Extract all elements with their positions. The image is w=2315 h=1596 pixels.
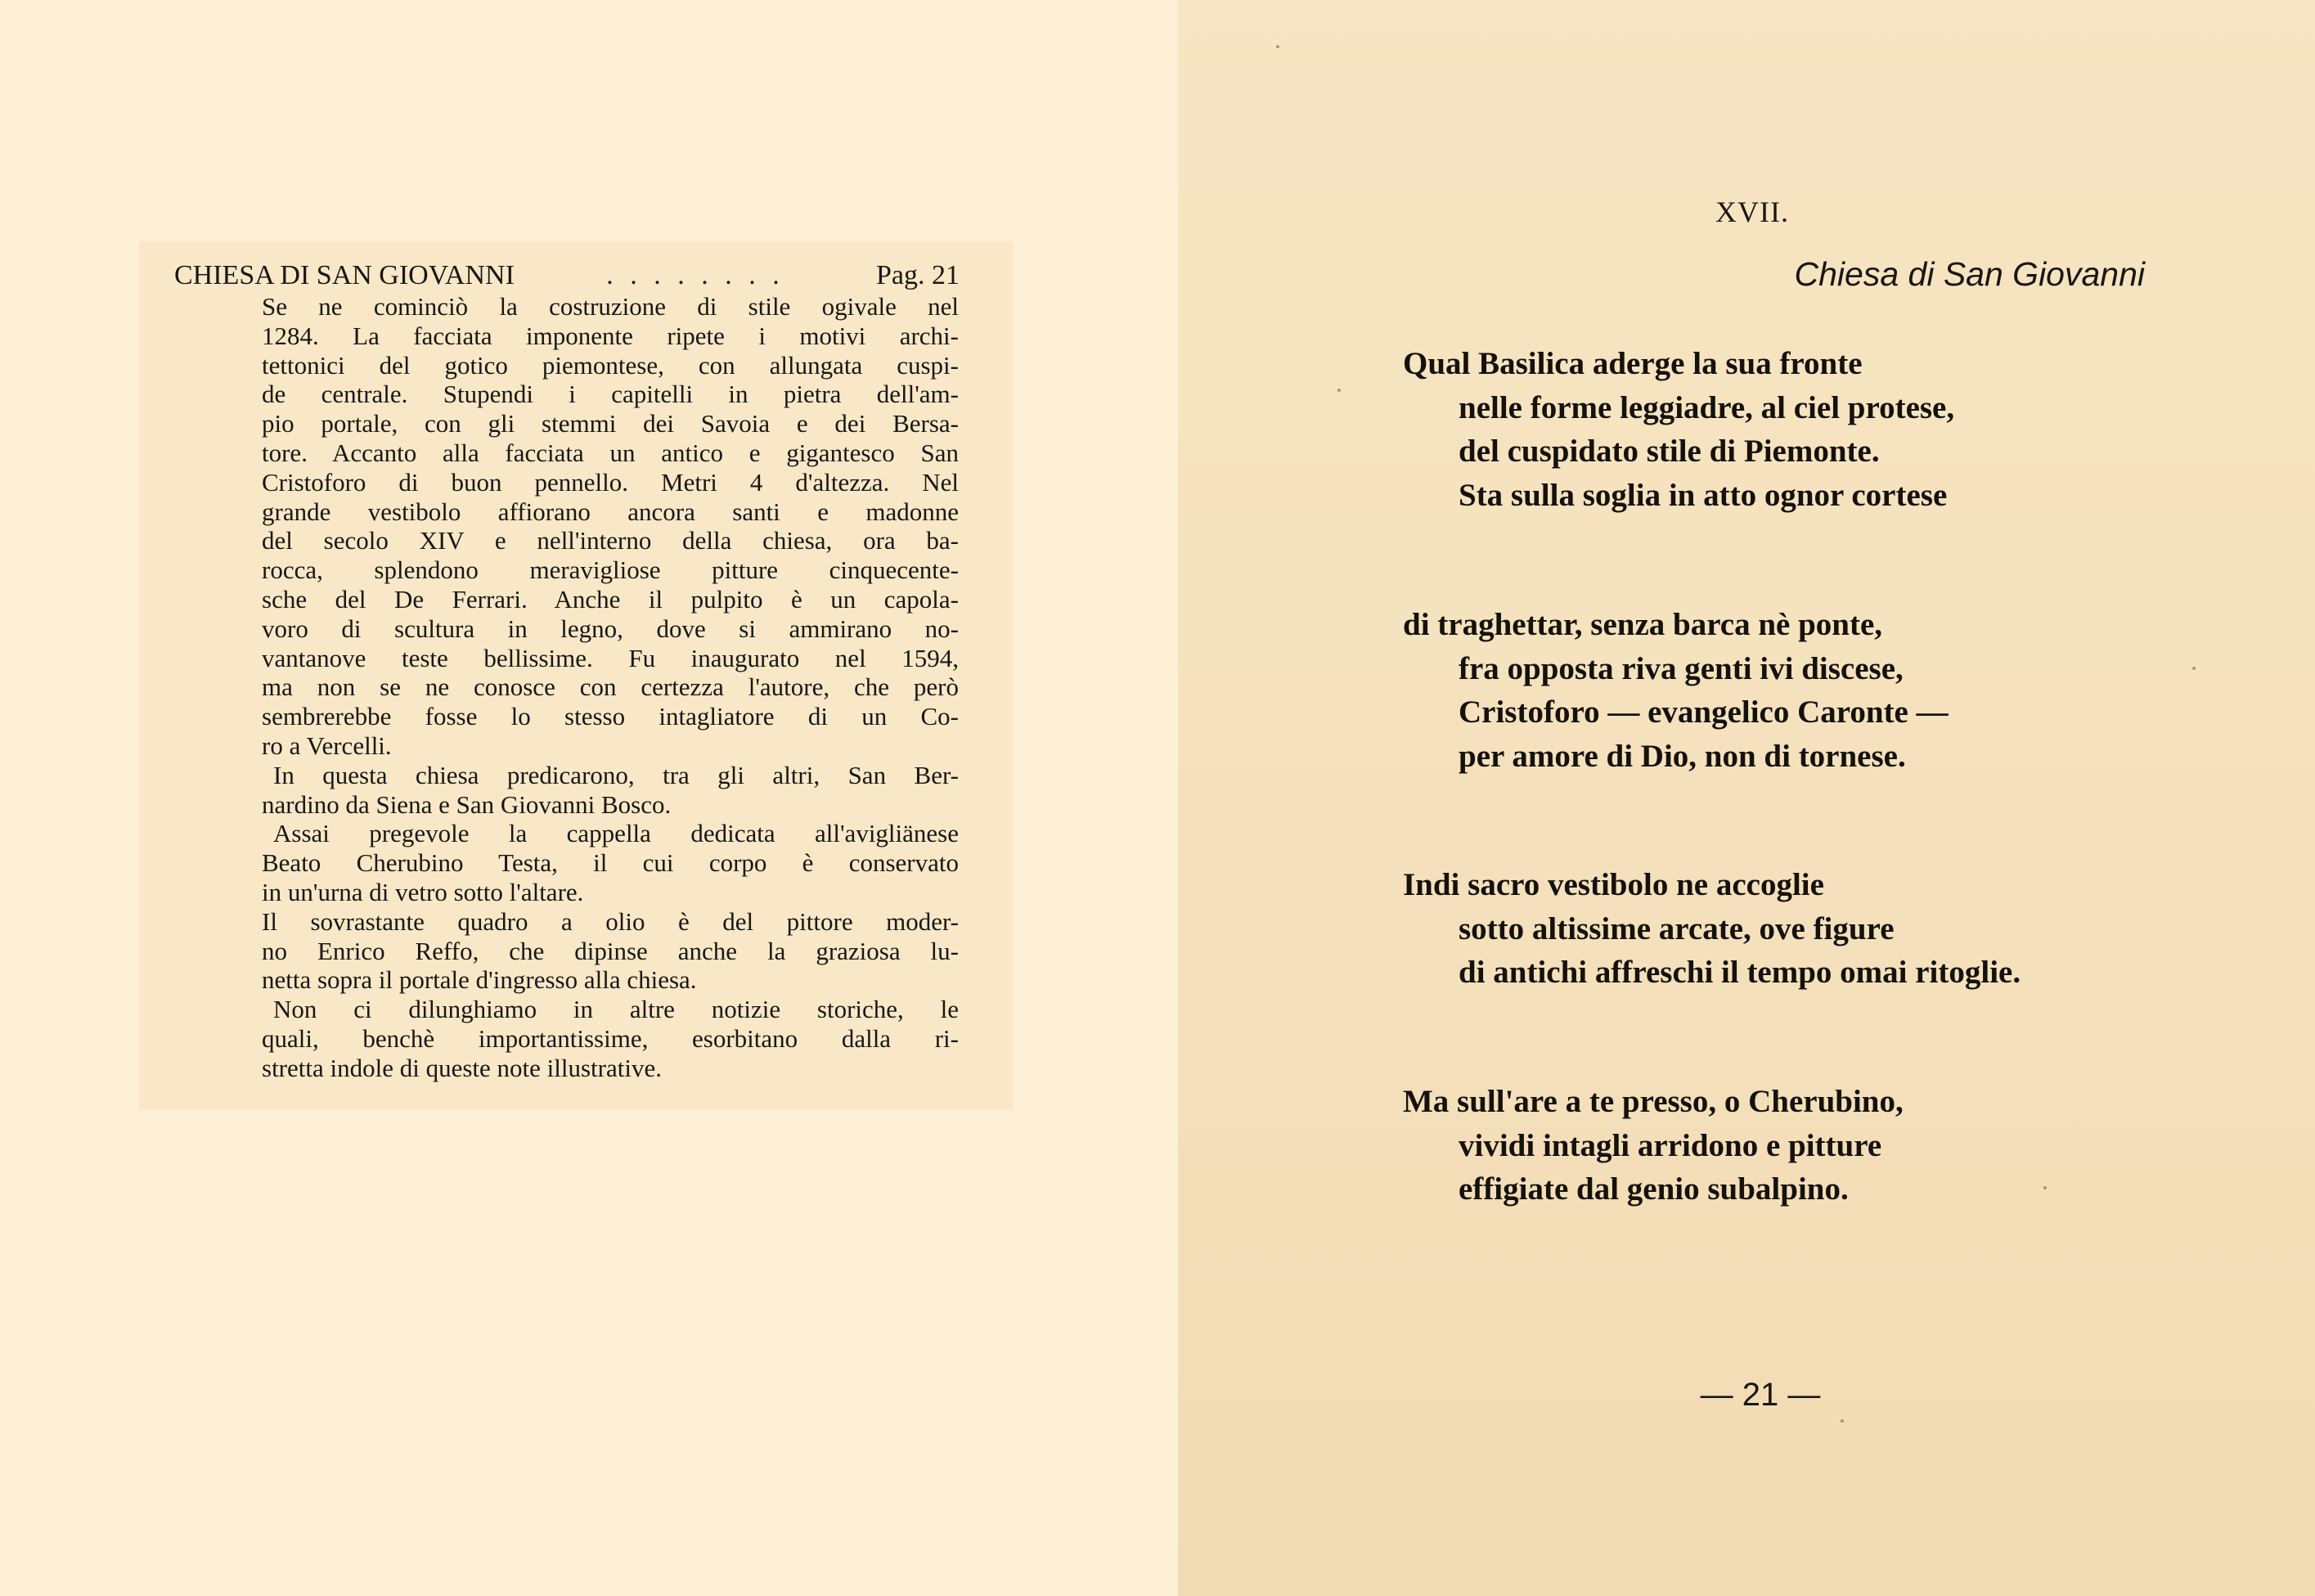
stanza bbox=[1403, 863, 2021, 995]
note-line: voro di scultura in legno, dove si ammirano no- bbox=[262, 614, 959, 643]
note-line: no Enrico Reffo, che dipinse anche la graziosa lu- bbox=[262, 936, 959, 965]
verse-line: Indi sacro vestibolo ne accoglie bbox=[1403, 867, 1824, 902]
paper-speck bbox=[2192, 667, 2196, 670]
note-line: de centrale. Stupendi i capitelli in pietra dell'am- bbox=[262, 380, 959, 409]
paper-speck bbox=[2043, 1186, 2047, 1189]
paper-speck bbox=[1841, 1419, 1844, 1423]
verse-line: di traghettar, senza barca nè ponte, bbox=[1403, 607, 1883, 642]
note-line: Beato Cherubino Testa, il cui corpo è conservato bbox=[262, 848, 959, 878]
note-line: tore. Accanto alla facciata un antico e gigantesco San bbox=[262, 438, 959, 467]
note-body bbox=[262, 292, 959, 1083]
note-line: sembrerebbe fosse lo stesso intagliatore di un Co- bbox=[262, 702, 959, 731]
note-heading-page-ref: Pag. 21 bbox=[875, 260, 960, 290]
verse-line: nelle forme leggiadre, al ciel protese, bbox=[1459, 389, 1955, 425]
note-line: vantanove teste bellissime. Fu inaugurato nel 1594, bbox=[262, 643, 959, 672]
verse-line: di antichi affreschi il tempo omai ritoglie. bbox=[1459, 955, 2021, 990]
note-line: nardino da Siena e San Giovanni Bosco. bbox=[262, 789, 672, 819]
note-line: grande vestibolo affiorano ancora santi e madonne bbox=[262, 497, 959, 526]
paper-speck bbox=[1337, 389, 1341, 392]
note-line: Non ci dilunghiamo in altre notizie storiche, le bbox=[273, 995, 959, 1024]
note-line: in un'urna di vetro sotto l'altare. bbox=[262, 877, 584, 906]
note-heading-title: CHIESA DI SAN GIOVANNI bbox=[174, 260, 515, 290]
right-page bbox=[1178, 0, 2315, 1596]
page-number: — 21 — bbox=[1700, 1377, 1821, 1413]
verse-line: vividi intagli arridono e pitture bbox=[1459, 1127, 1882, 1163]
note-heading-dots: . . . . . . . . bbox=[606, 260, 784, 290]
note-line: 1284. La facciata imponente ripete i motivi archi- bbox=[262, 321, 959, 350]
chapter-number: XVII. bbox=[1715, 196, 1789, 228]
note-heading bbox=[174, 260, 960, 291]
note-line: Se ne cominciò la costruzione di stile ogivale nel bbox=[262, 292, 959, 321]
stanza bbox=[1403, 603, 1949, 778]
verse-line: sotto altissime arcate, ove figure bbox=[1459, 910, 1895, 946]
verse-line: Cristoforo — evangelico Caronte — bbox=[1459, 695, 1949, 730]
note-line: netta sopra il portale d'ingresso alla chiesa. bbox=[262, 965, 697, 995]
verse-line: Sta sulla soglia in atto ognor cortese bbox=[1459, 477, 1948, 513]
note-line: pio portale, con gli stemmi dei Savoia e dei Bersa- bbox=[262, 409, 959, 438]
verse-line: del cuspidato stile di Piemonte. bbox=[1459, 434, 1880, 469]
note-line: ro a Vercelli. bbox=[262, 731, 392, 760]
note-line: Cristoforo di buon pennello. Metri 4 d'altezza. Nel bbox=[262, 467, 959, 497]
verse-line: fra opposta riva genti ivi discese, bbox=[1459, 650, 1904, 686]
verse-line: effigiate dal genio subalpino. bbox=[1459, 1171, 1849, 1207]
verse-line: Qual Basilica aderge la sua fronte bbox=[1403, 346, 1863, 381]
paper-speck bbox=[1276, 45, 1279, 48]
note-line: Assai pregevole la cappella dedicata all'avigliänese bbox=[273, 819, 959, 848]
note-line: quali, benchè importantissime, esorbitano dalla ri- bbox=[262, 1023, 959, 1053]
note-line: Il sovrastante quadro a olio è del pittore moder- bbox=[262, 906, 959, 936]
note-line: del secolo XIV e nell'interno della chiesa, ora ba- bbox=[262, 526, 959, 555]
note-line: stretta indole di queste note illustrative. bbox=[262, 1053, 662, 1082]
note-line: tettonici del gotico piemontese, con allungata cuspi- bbox=[262, 350, 959, 380]
stanza bbox=[1403, 342, 1954, 517]
note-line: rocca, splendono meravigliose pitture cinquecente- bbox=[262, 555, 959, 585]
note-line: sche del De Ferrari. Anche il pulpito è un capola- bbox=[262, 584, 959, 614]
note-line: In questa chiesa predicarono, tra gli altri, San Ber- bbox=[273, 760, 959, 789]
stanza bbox=[1403, 1080, 1904, 1212]
verse-line: per amore di Dio, non di tornese. bbox=[1459, 738, 1906, 774]
note-line: ma non se ne conosce con certezza l'autore, che però bbox=[262, 672, 959, 702]
verse-line: Ma sull'are a te presso, o Cherubino, bbox=[1403, 1084, 1904, 1119]
poem-title: Chiesa di San Giovanni bbox=[1794, 255, 2145, 293]
